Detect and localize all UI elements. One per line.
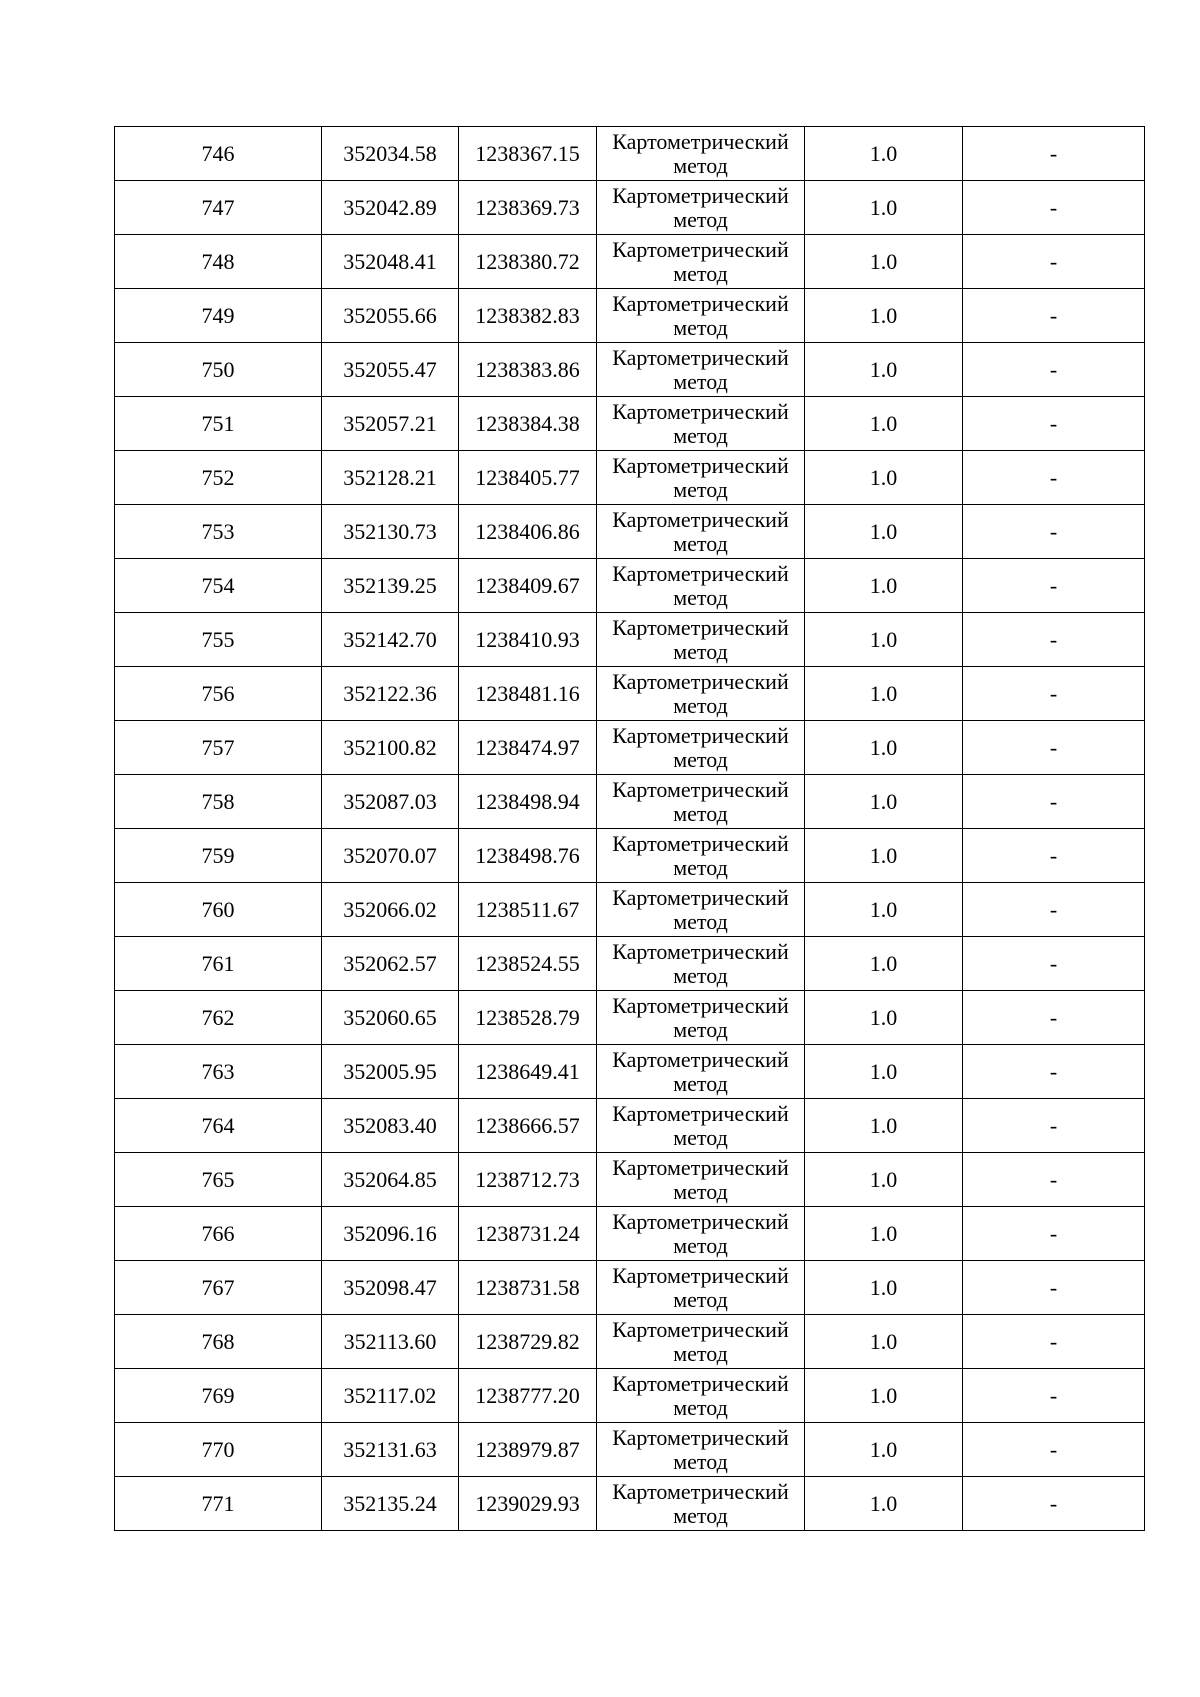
table-row [115,1477,1145,1531]
table-row [115,181,1145,235]
table-row [115,559,1145,613]
method-line-2: метод [673,152,728,178]
method-line-1: Картометрический [612,452,789,478]
point-number-cell: 770 [115,1423,322,1477]
method-cell [597,343,805,397]
table-row [115,505,1145,559]
method-line-2: метод [673,908,728,934]
x-coordinate-cell: 352131.63 [322,1423,459,1477]
method-line-1: Картометрический [612,1154,789,1180]
method-line-1: Картометрический [612,1478,789,1504]
accuracy-cell: 1.0 [805,1153,963,1207]
method-cell [597,559,805,613]
note-cell: - [963,1207,1145,1261]
table-row [115,937,1145,991]
x-coordinate-cell: 352057.21 [322,397,459,451]
note-cell: - [963,1369,1145,1423]
method-cell [597,721,805,775]
point-number-cell: 760 [115,883,322,937]
method-cell [597,181,805,235]
method-line-1: Картометрический [612,236,789,262]
method-line-1: Картометрический [612,182,789,208]
table-row [115,613,1145,667]
point-number-cell: 757 [115,721,322,775]
point-number-cell: 766 [115,1207,322,1261]
point-number-cell: 750 [115,343,322,397]
x-coordinate-cell: 352042.89 [322,181,459,235]
accuracy-cell: 1.0 [805,829,963,883]
table-row [115,1045,1145,1099]
method-cell [597,1477,805,1531]
method-cell [597,829,805,883]
y-coordinate-cell: 1238511.67 [459,883,597,937]
note-cell: - [963,1045,1145,1099]
point-number-cell: 759 [115,829,322,883]
accuracy-cell: 1.0 [805,613,963,667]
table-row [115,1207,1145,1261]
method-line-2: метод [673,476,728,502]
method-cell [597,451,805,505]
note-cell: - [963,289,1145,343]
coordinates-table [114,126,1145,1531]
y-coordinate-cell: 1238406.86 [459,505,597,559]
x-coordinate-cell: 352062.57 [322,937,459,991]
y-coordinate-cell: 1238979.87 [459,1423,597,1477]
point-number-cell: 768 [115,1315,322,1369]
accuracy-cell: 1.0 [805,127,963,181]
point-number-cell: 748 [115,235,322,289]
accuracy-cell: 1.0 [805,1045,963,1099]
y-coordinate-cell: 1238528.79 [459,991,597,1045]
x-coordinate-cell: 352122.36 [322,667,459,721]
accuracy-cell: 1.0 [805,289,963,343]
note-cell: - [963,397,1145,451]
note-cell: - [963,883,1145,937]
method-line-2: метод [673,1340,728,1366]
method-cell [597,127,805,181]
table-row [115,1369,1145,1423]
table-row [115,991,1145,1045]
table-row [115,289,1145,343]
method-line-1: Картометрический [612,992,789,1018]
table-row [115,397,1145,451]
method-line-2: метод [673,1016,728,1042]
accuracy-cell: 1.0 [805,1207,963,1261]
note-cell: - [963,451,1145,505]
method-line-2: метод [673,368,728,394]
method-line-1: Картометрический [612,830,789,856]
y-coordinate-cell: 1238367.15 [459,127,597,181]
method-line-2: метод [673,530,728,556]
point-number-cell: 752 [115,451,322,505]
accuracy-cell: 1.0 [805,1315,963,1369]
method-line-1: Картометрический [612,290,789,316]
table-row [115,127,1145,181]
x-coordinate-cell: 352066.02 [322,883,459,937]
x-coordinate-cell: 352070.07 [322,829,459,883]
method-cell [597,1423,805,1477]
method-line-1: Картометрический [612,398,789,424]
accuracy-cell: 1.0 [805,1423,963,1477]
method-line-1: Картометрический [612,506,789,532]
point-number-cell: 769 [115,1369,322,1423]
accuracy-cell: 1.0 [805,1477,963,1531]
accuracy-cell: 1.0 [805,775,963,829]
note-cell: - [963,1261,1145,1315]
method-line-1: Картометрический [612,776,789,802]
method-line-2: метод [673,314,728,340]
method-line-2: метод [673,1070,728,1096]
method-line-1: Картометрический [612,1370,789,1396]
point-number-cell: 758 [115,775,322,829]
note-cell: - [963,667,1145,721]
accuracy-cell: 1.0 [805,451,963,505]
method-cell [597,1099,805,1153]
method-line-2: метод [673,800,728,826]
method-cell [597,775,805,829]
method-line-1: Картометрический [612,1208,789,1234]
table-row [115,667,1145,721]
method-cell [597,1369,805,1423]
y-coordinate-cell: 1238410.93 [459,613,597,667]
method-line-1: Картометрический [612,1424,789,1450]
point-number-cell: 749 [115,289,322,343]
note-cell: - [963,613,1145,667]
point-number-cell: 753 [115,505,322,559]
table-row [115,343,1145,397]
accuracy-cell: 1.0 [805,505,963,559]
table-row [115,1315,1145,1369]
note-cell: - [963,1315,1145,1369]
accuracy-cell: 1.0 [805,181,963,235]
note-cell: - [963,829,1145,883]
accuracy-cell: 1.0 [805,235,963,289]
note-cell: - [963,775,1145,829]
y-coordinate-cell: 1238731.24 [459,1207,597,1261]
x-coordinate-cell: 352096.16 [322,1207,459,1261]
accuracy-cell: 1.0 [805,883,963,937]
y-coordinate-cell: 1238383.86 [459,343,597,397]
note-cell: - [963,721,1145,775]
method-line-1: Картометрический [612,1262,789,1288]
y-coordinate-cell: 1238729.82 [459,1315,597,1369]
note-cell: - [963,559,1145,613]
point-number-cell: 756 [115,667,322,721]
method-cell [597,667,805,721]
x-coordinate-cell: 352055.66 [322,289,459,343]
point-number-cell: 746 [115,127,322,181]
method-line-2: метод [673,1448,728,1474]
accuracy-cell: 1.0 [805,721,963,775]
coordinates-table-body [115,127,1145,1531]
accuracy-cell: 1.0 [805,937,963,991]
accuracy-cell: 1.0 [805,1369,963,1423]
x-coordinate-cell: 352100.82 [322,721,459,775]
point-number-cell: 751 [115,397,322,451]
point-number-cell: 755 [115,613,322,667]
method-line-2: метод [673,1286,728,1312]
accuracy-cell: 1.0 [805,1099,963,1153]
table-row [115,721,1145,775]
method-cell [597,991,805,1045]
y-coordinate-cell: 1238474.97 [459,721,597,775]
x-coordinate-cell: 352113.60 [322,1315,459,1369]
point-number-cell: 767 [115,1261,322,1315]
x-coordinate-cell: 352060.65 [322,991,459,1045]
y-coordinate-cell: 1238731.58 [459,1261,597,1315]
note-cell: - [963,505,1145,559]
table-row [115,1261,1145,1315]
method-line-2: метод [673,854,728,880]
method-cell [597,1045,805,1099]
x-coordinate-cell: 352083.40 [322,1099,459,1153]
y-coordinate-cell: 1238498.94 [459,775,597,829]
note-cell: - [963,1423,1145,1477]
note-cell: - [963,937,1145,991]
method-line-2: метод [673,584,728,610]
x-coordinate-cell: 352117.02 [322,1369,459,1423]
x-coordinate-cell: 352048.41 [322,235,459,289]
method-line-2: метод [673,1178,728,1204]
y-coordinate-cell: 1238380.72 [459,235,597,289]
note-cell: - [963,343,1145,397]
method-cell [597,1315,805,1369]
x-coordinate-cell: 352139.25 [322,559,459,613]
method-line-2: метод [673,1232,728,1258]
y-coordinate-cell: 1238524.55 [459,937,597,991]
note-cell: - [963,235,1145,289]
point-number-cell: 761 [115,937,322,991]
method-line-2: метод [673,260,728,286]
x-coordinate-cell: 352055.47 [322,343,459,397]
method-line-1: Картометрический [612,128,789,154]
x-coordinate-cell: 352034.58 [322,127,459,181]
method-cell [597,289,805,343]
accuracy-cell: 1.0 [805,343,963,397]
point-number-cell: 762 [115,991,322,1045]
y-coordinate-cell: 1238777.20 [459,1369,597,1423]
x-coordinate-cell: 352005.95 [322,1045,459,1099]
method-line-1: Картометрический [612,614,789,640]
y-coordinate-cell: 1238405.77 [459,451,597,505]
note-cell: - [963,181,1145,235]
method-cell [597,1153,805,1207]
method-cell [597,937,805,991]
point-number-cell: 747 [115,181,322,235]
method-line-1: Картометрический [612,1046,789,1072]
table-row [115,775,1145,829]
accuracy-cell: 1.0 [805,991,963,1045]
y-coordinate-cell: 1238666.57 [459,1099,597,1153]
y-coordinate-cell: 1238498.76 [459,829,597,883]
note-cell: - [963,1477,1145,1531]
accuracy-cell: 1.0 [805,1261,963,1315]
y-coordinate-cell: 1238384.38 [459,397,597,451]
point-number-cell: 754 [115,559,322,613]
accuracy-cell: 1.0 [805,667,963,721]
method-line-1: Картометрический [612,1100,789,1126]
method-cell [597,1207,805,1261]
table-row [115,451,1145,505]
table-row [115,883,1145,937]
method-line-2: метод [673,1502,728,1528]
method-cell [597,613,805,667]
method-line-1: Картометрический [612,668,789,694]
accuracy-cell: 1.0 [805,397,963,451]
method-line-2: метод [673,746,728,772]
point-number-cell: 763 [115,1045,322,1099]
x-coordinate-cell: 352087.03 [322,775,459,829]
x-coordinate-cell: 352130.73 [322,505,459,559]
y-coordinate-cell: 1238481.16 [459,667,597,721]
method-line-1: Картометрический [612,884,789,910]
method-line-2: метод [673,692,728,718]
y-coordinate-cell: 1239029.93 [459,1477,597,1531]
table-row [115,1423,1145,1477]
y-coordinate-cell: 1238382.83 [459,289,597,343]
method-line-2: метод [673,962,728,988]
table-row [115,235,1145,289]
method-line-2: метод [673,638,728,664]
method-cell [597,397,805,451]
note-cell: - [963,1153,1145,1207]
note-cell: - [963,991,1145,1045]
x-coordinate-cell: 352064.85 [322,1153,459,1207]
note-cell: - [963,127,1145,181]
method-line-2: метод [673,1124,728,1150]
method-line-1: Картометрический [612,1316,789,1342]
method-line-1: Картометрический [612,560,789,586]
x-coordinate-cell: 352142.70 [322,613,459,667]
table-row [115,1153,1145,1207]
method-cell [597,505,805,559]
table-row [115,829,1145,883]
method-line-1: Картометрический [612,344,789,370]
method-cell [597,883,805,937]
x-coordinate-cell: 352098.47 [322,1261,459,1315]
table-row [115,1099,1145,1153]
point-number-cell: 765 [115,1153,322,1207]
method-line-2: метод [673,206,728,232]
method-line-1: Картометрический [612,938,789,964]
method-line-2: метод [673,1394,728,1420]
y-coordinate-cell: 1238649.41 [459,1045,597,1099]
method-cell [597,235,805,289]
accuracy-cell: 1.0 [805,559,963,613]
y-coordinate-cell: 1238712.73 [459,1153,597,1207]
point-number-cell: 771 [115,1477,322,1531]
point-number-cell: 764 [115,1099,322,1153]
method-line-1: Картометрический [612,722,789,748]
x-coordinate-cell: 352135.24 [322,1477,459,1531]
method-line-2: метод [673,422,728,448]
y-coordinate-cell: 1238409.67 [459,559,597,613]
note-cell: - [963,1099,1145,1153]
x-coordinate-cell: 352128.21 [322,451,459,505]
method-cell [597,1261,805,1315]
y-coordinate-cell: 1238369.73 [459,181,597,235]
